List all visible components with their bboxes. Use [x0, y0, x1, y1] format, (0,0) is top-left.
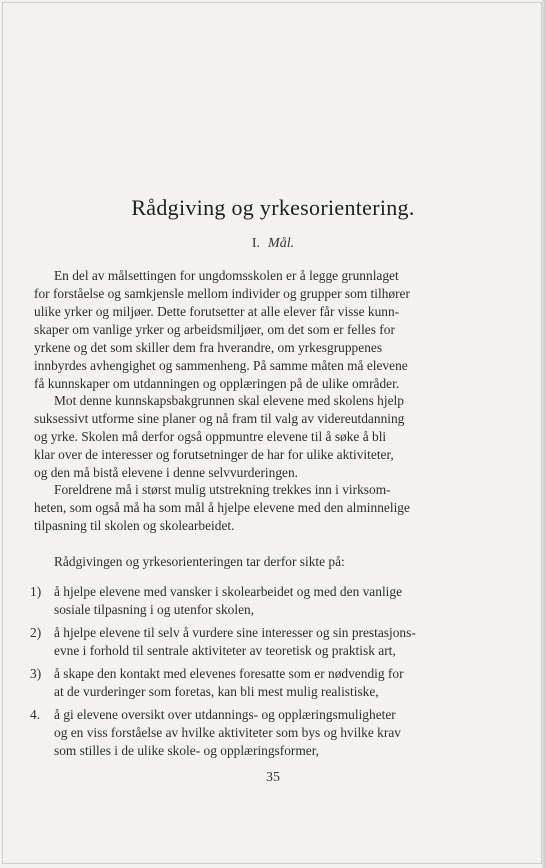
- list-item-line: at de vurderinger som foretas, kan bli mest mulig realistiske,: [54, 684, 379, 699]
- paragraph-line: ulike yrker og miljøer. Dette forutsetter at alle elever får visse kunn-: [34, 304, 400, 319]
- paragraph-line: og yrke. Skolen må derfor også oppmuntre elevene til å søke å bli: [34, 429, 387, 444]
- section-number: I.: [251, 236, 261, 251]
- list-item-line: evne i forhold til sentrale aktiviteter av teoretisk og praktisk art,: [54, 643, 396, 658]
- paragraph-line: suksessivt utforme sine planer og nå fram til valg av videreutdanning: [34, 411, 405, 426]
- page-edge: [542, 0, 546, 868]
- list-item-line: å hjelpe elevene med vansker i skolearbeidet og med den vanlige: [54, 584, 403, 599]
- page-title: Rådgiving og yrkesorientering.: [131, 195, 415, 220]
- paragraph-line: for forståelse og samkjensle mellom individer og grupper som tilhører: [34, 286, 410, 301]
- section-heading-text: Mål.: [268, 236, 295, 251]
- list-intro-text: Rådgivingen og yrkesorienteringen tar derfor sikte på:: [54, 554, 345, 569]
- list-item-line: som stilles i de ulike skole- og opplæringsformer,: [54, 743, 320, 758]
- paragraph-line: skaper om vanlige yrker og arbeidsmiljøer, om det som er felles for: [34, 322, 395, 337]
- section-heading: [0, 236, 546, 252]
- paragraph-line: heten, som også må ha som mål å hjelpe elevene med den alminnelige: [34, 500, 410, 515]
- list-item-number: 2): [30, 625, 42, 640]
- list-item-number: 1): [30, 584, 42, 599]
- paragraph-line: innbyrdes avhengighet og sammenheng. På samme måten må elevene: [34, 358, 408, 373]
- paragraph-line: klar over de interesser og forutsetninger de har for ulike aktiviteter,: [34, 447, 394, 462]
- list-item-number: 3): [30, 666, 42, 681]
- page-number: 35: [266, 770, 280, 785]
- list-item-line: å skape den kontakt med elevenes foresatte som er nødvendig for: [54, 666, 404, 681]
- paragraph-line: Foreldrene må i størst mulig utstrekning trekkes inn i virksom-: [54, 482, 391, 497]
- list-item-line: og en viss forståelse av hvilke aktiviteter som bys og hvilke krav: [54, 725, 401, 740]
- paragraph-line: Mot denne kunnskapsbakgrunnen skal elevene med skolens hjelp: [54, 393, 404, 408]
- list-item-line: å gi elevene oversikt over utdannings- og opplæringsmuligheter: [54, 707, 396, 722]
- paragraph-line: tilpasning til skolen og skolearbeidet.: [34, 518, 235, 533]
- paragraph-line: og den må bistå elevene i denne selvvurderingen.: [34, 465, 299, 480]
- paragraph-line: få kunnskaper om utdanningen og opplæringen på de ulike områder.: [34, 376, 400, 391]
- list-item-line: å hjelpe elevene til selv å vurdere sine interesser og sin prestasjons-: [54, 625, 416, 640]
- list-item-number: 4.: [30, 707, 41, 722]
- paragraph-line: En del av målsettingen for ungdomsskolen er å legge grunnlaget: [54, 268, 399, 283]
- paragraph-line: yrkene og det som skiller dem fra hverandre, om yrkesgruppenes: [34, 340, 383, 355]
- list-item-line: sosiale tilpasning i og utenfor skolen,: [54, 602, 255, 617]
